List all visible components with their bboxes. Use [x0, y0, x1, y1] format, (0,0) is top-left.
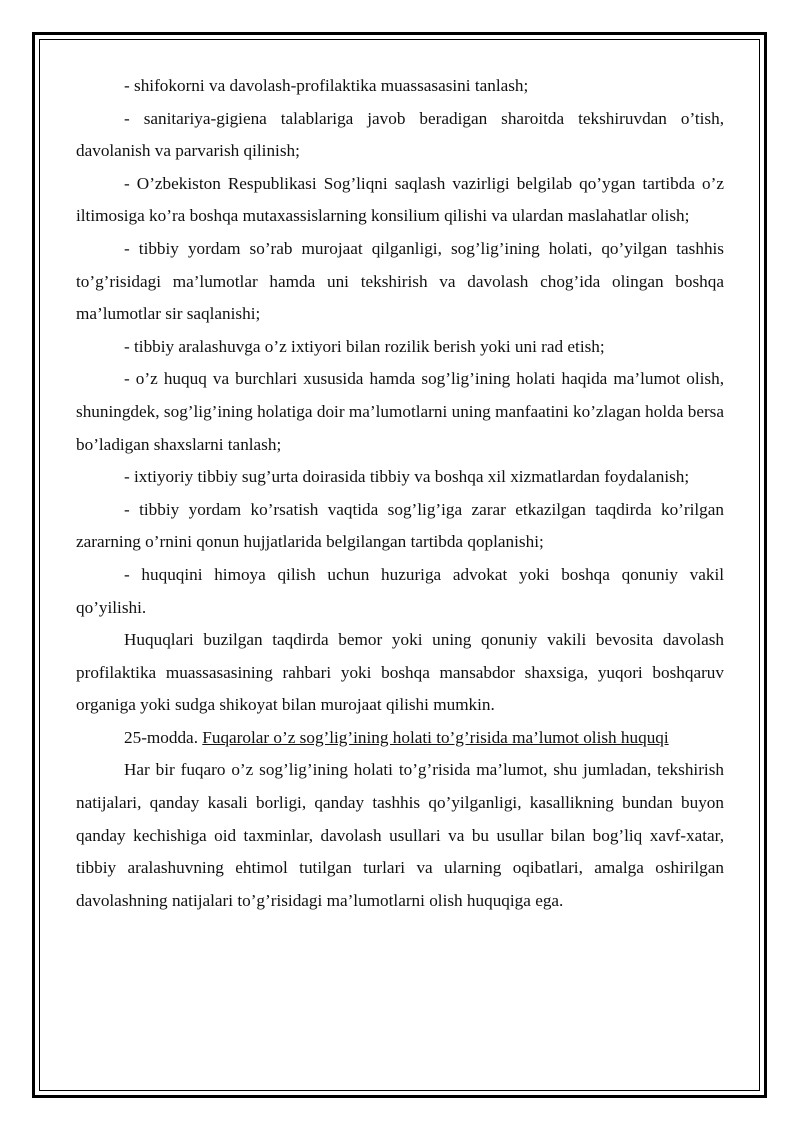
paragraph-10: Huquqlari buzilgan taqdirda bemor yoki uning qonuniy vakili bevosita davolash profilaktika muassasasining rahbari yoki boshqa mansabdor shaxsiga, yuqori boshqaruv organiga yoki sudga shikoyat bilan murojaat qilishi mumkin. — [76, 630, 724, 715]
paragraph-8: - tibbiy yordam ko’rsatish vaqtida sog’lig’iga zarar etkazilgan taqdirda ko’rilgan zararning o’rnini qonun hujjatlarida belgilangan tartibda qoplanishi; — [76, 499, 724, 552]
paragraph-7: - ixtiyoriy tibbiy sug’urta doirasida tibbiy va boshqa xil xizmatlardan foydalanish; — [124, 467, 690, 487]
document-body — [76, 70, 724, 917]
paragraph-5: - tibbiy aralashuvga o’z ixtiyori bilan rozilik berish yoki uni rad etish; — [124, 336, 605, 356]
article-title: Fuqarolar o’z sog’lig’ining holati to’g’risida ma’lumot olish huquqi — [202, 727, 669, 747]
paragraph-6: - o’z huquq va burchlari xususida hamda sog’lig’ining holati haqida ma’lumot olish, shuningdek, sog’lig’ining holatiga doir ma’lumotlarni uning manfaatini ko’zlagan holda bersa bo’ladigan shaxslarni tanlash; — [76, 369, 724, 454]
article-number: 25-modda. — [124, 727, 198, 747]
paragraph-3: - O’zbekiston Respublikasi Sog’liqni saqlash vazirligi belgilab qo’ygan tartibda o’z iltimosiga ko’ra boshqa mutaxassislarning konsilium qilishi va ulardan maslahatlar olish; — [76, 173, 724, 226]
paragraph-9: - huquqini himoya qilish uchun huzuriga advokat yoki boshqa qonuniy vakil qo’yilishi. — [76, 564, 724, 617]
paragraph-2: - sanitariya-gigiena talablariga javob beradigan sharoitda tekshiruvdan o’tish, davolanish va parvarish qilinish; — [76, 108, 724, 161]
article-heading — [76, 722, 724, 755]
final-paragraph: Har bir fuqaro o’z sog’lig’ining holati to’g’risida ma’lumot, shu jumladan, tekshirish natijalari, qanday kasali borligi, qanday tashhis qo’yilganligi, kasallikning bundan buyon qanday kechishiga oid taxminlar, davolash usullari va bu usullar bilan bog’liq xavf-xatar, tibbiy aralashuvning ehtimol tutilgan turlari va ularning oqibatlari, amalga oshirilgan davolashning natijalari to’g’risidagi ma’lumotlarni olish huquqiga ega. — [76, 760, 724, 910]
paragraph-1: - shifokorni va davolash-profilaktika muassasasini tanlash; — [124, 76, 529, 95]
paragraph-4: - tibbiy yordam so’rab murojaat qilganligi, sog’lig’ining holati, qo’yilgan tashhis to’g’risidagi ma’lumotlar hamda uni tekshirish va davolash chog’ida olingan boshqa ma’lumotlar sir saqlanishi; — [76, 238, 724, 324]
